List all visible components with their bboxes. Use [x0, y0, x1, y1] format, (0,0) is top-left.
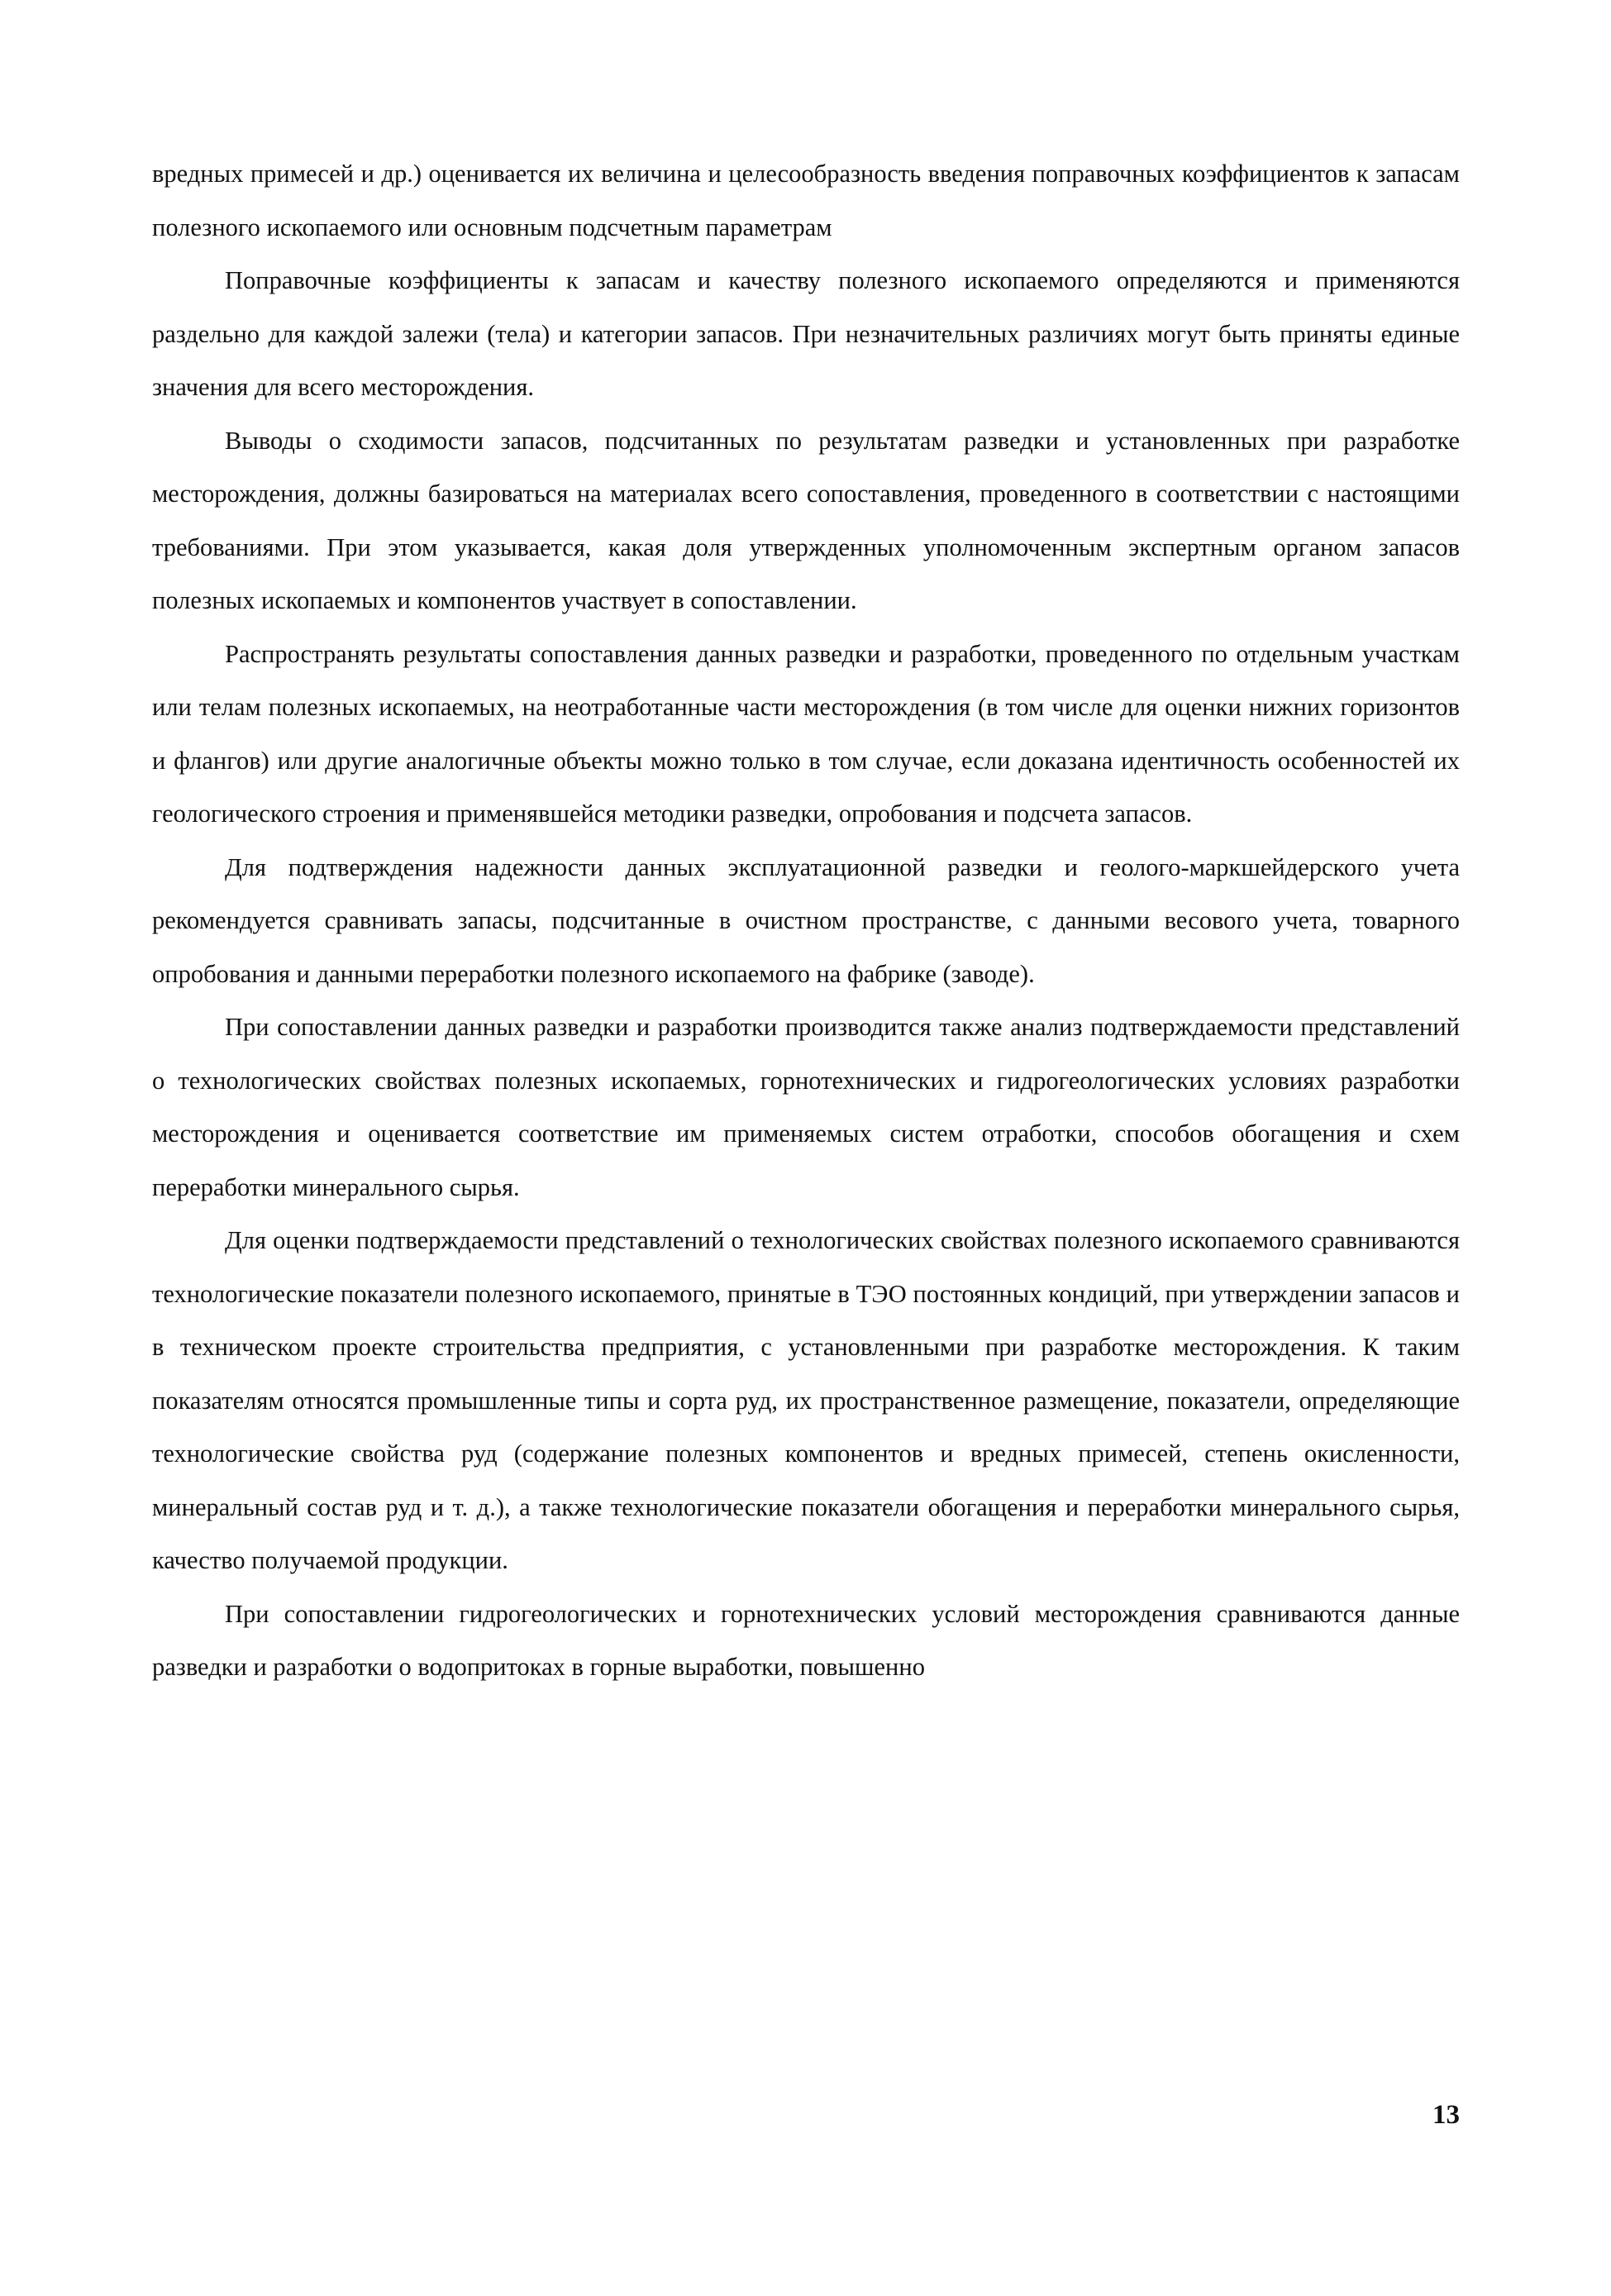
document-page [152, 147, 1460, 2214]
paragraph-7: Для оценки подтверждаемости представлений о технологических свойствах полезного ископаемого сравниваются технологические показатели полезного ископаемого, принятые в ТЭО постоянных кондиций, при утверждении запасов и в техническом проекте строительства предприятия, с установленными при разработке месторождения. К таким показателям относятся промышленные типы и сорта руд, их пространственное размещение, показатели, определяющие технологические свойства руд (содержание полезных компонентов и вредных примесей, степень окисленности, минеральный состав руд и т. д.), а также технологические показатели обогащения и переработки минерального сырья, качество получаемой продукции. [152, 1226, 1460, 1574]
paragraph-3: Выводы о сходимости запасов, подсчитанных по результатам разведки и установленных при разработке месторождения, должны базироваться на материалах всего сопоставления, проведенного в соответствии с настоящими требованиями. При этом указывается, какая доля утвержденных уполномоченным экспертным органом запасов полезных ископаемых и компонентов участвует в сопоставлении. [152, 426, 1460, 614]
paragraph-6: При сопоставлении данных разведки и разработки производится также анализ подтверждаемости представлений о технологических свойствах полезных ископаемых, горнотехнических и гидрогеологических условиях разработки месторождения и оценивается соответствие им применяемых систем отработки, способов обогащения и схем переработки минерального сырья. [152, 1013, 1460, 1201]
paragraph-4: Распространять результаты сопоставления данных разведки и разработки, проведенного по отдельным участкам или телам полезных ископаемых, на неотработанные части месторождения (в том числе для оценки нижних горизонтов и флангов) или другие аналогичные объекты можно только в том случае, если доказана идентичность особенностей их геологического строения и применявшейся методики разведки, опробования и подсчета запасов. [152, 639, 1460, 828]
page-number: 13 [1432, 2100, 1460, 2130]
paragraph-8: При сопоставлении гидрогеологических и горнотехнических условий месторождения сравниваются данные разведки и разработки о водопритоках в горные выработки, повышенно [152, 1599, 1460, 1681]
paragraph-1: вредных примесей и др.) оценивается их величина и целесообразность введения поправочных коэффициентов к запасам полезного ископаемого или основным подсчетным параметрам [152, 160, 1460, 241]
paragraph-5: Для подтверждения надежности данных эксплуатационной разведки и геолого-маркшейдерского учета рекомендуется сравнивать запасы, подсчитанные в очистном пространстве, с данными весового учета, товарного опробования и данными переработки полезного ископаемого на фабрике (заводе). [152, 852, 1460, 988]
paragraph-2: Поправочные коэффициенты к запасам и качеству полезного ископаемого определяются и применяются раздельно для каждой залежи (тела) и категории запасов. При незначительных различиях могут быть приняты единые значения для всего месторождения. [152, 266, 1460, 401]
